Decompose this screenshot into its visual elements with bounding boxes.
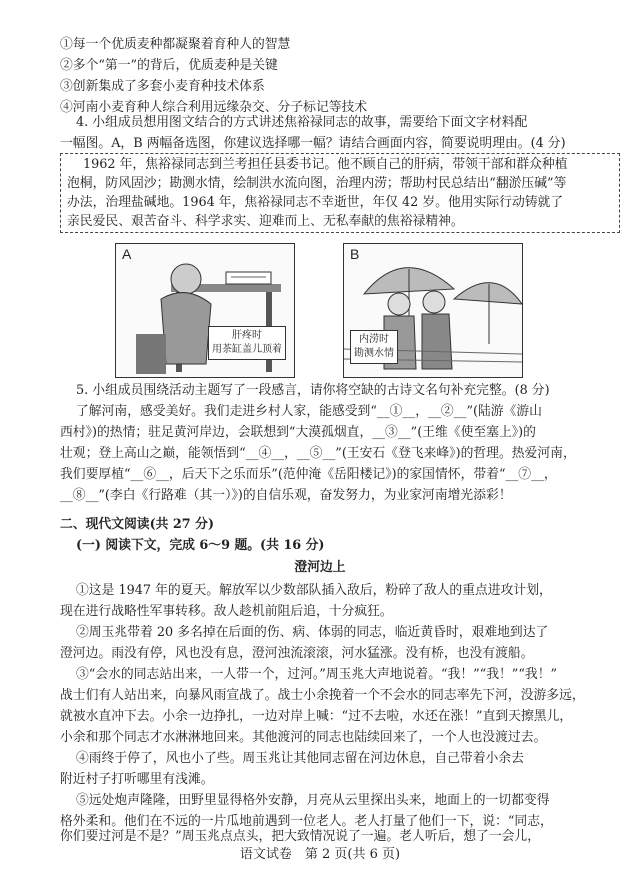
question-4-line1: 4. 小组成员想用图文结合的方式讲述焦裕禄同志的故事，需要给下面文字材料配 [76, 115, 528, 130]
option-3: ③创新集成了多套小麦育种技术体系 [60, 79, 265, 94]
material-line: 亲民爱民、艰苦奋斗、科学求实、迎难而上、无私奉献的焦裕禄精神。 [67, 214, 464, 229]
article-line: ②周玉兆带着 20 多名掉在后面的伤、病、体弱的同志，临近黄昏时，艰难地到达了 [76, 625, 549, 640]
article-title: 澄河边上 [294, 560, 346, 575]
picture-b-label: B [350, 246, 360, 262]
question-5-line: 了解河南，感受美好。我们走进乡村人家，能感受到“__①__，__②__”(陆游《游山 [76, 404, 542, 419]
article-line: 格外柔和。他们在不远的一片瓜地前遇到一位老人。老人打量了他们一下，说：“同志， [60, 814, 553, 829]
article-line: 小余和那个同志才水淋淋地回来。其他渡河的同志也陆续回来了，一个人也没渡过去。 [60, 730, 547, 745]
question-5-line: 我们要厚植“__⑥__，后天下之乐而乐”(范仲淹《岳阳楼记》)的家国情怀，带着“__⑦__， [60, 467, 557, 482]
option-4: ④河南小麦育种人综合利用远缘杂交、分子标记等技术 [60, 100, 368, 115]
picture-b-caption-line1: 内涝时 [359, 334, 389, 345]
article-line: 现在进行战略性军事转移。敌人趁机前阻后追，十分疯狂。 [60, 604, 393, 619]
question-4-line2: 一幅图。A，B 两幅备选图，你建议选择哪一幅？请结合画面内容，简要说明理由。(4 分) [60, 136, 566, 151]
section-2-heading: 二、现代文阅读(共 27 分) [60, 517, 214, 532]
picture-a-caption-line1: 肝疼时 [232, 330, 262, 341]
picture-a [115, 243, 295, 378]
picture-a-label: A [122, 246, 132, 262]
material-line: 泡桐，防风固沙；勘测水情，绘制洪水流向图，治理内涝；帮助村民总结出“翻淤压碱”等 [67, 176, 567, 191]
material-box [60, 153, 620, 233]
article-line: 就被水直冲下去。小余一边挣扎，一边对岸上喊：“过不去啦，水还在涨！”直到天擦黑儿， [60, 709, 573, 724]
question-5-line: 西村》)的热情；驻足黄河岸边，会联想到“大漠孤烟直，__③__”(王维《使至塞上》)的 [60, 425, 536, 440]
page-footer: 语文试卷 第 2 页(共 6 页) [239, 847, 401, 862]
picture-b-caption-line2: 勘测水情 [354, 348, 394, 359]
picture-a-caption-line2: 用茶缸盖儿顶着 [212, 344, 282, 355]
article-line: 战士们有人站出来，向暴风雨宣战了。战士小余挽着一个不会水的同志率先下河，没游多远， [60, 688, 585, 703]
question-5-line: __⑧__”(李白《行路难（其一）》)的自信乐观，奋发努力，为业家河南增光添彩！ [60, 488, 512, 503]
option-2: ②多个“第一”的背后，优质麦种是关键 [60, 58, 278, 73]
question-5-line: 壮观；登上高山之巅，能领悟到“__④__，__⑤__”(王安石《登飞来峰》)的哲理。热爱河南， [60, 446, 576, 461]
question-5-line: 5. 小组成员围绕活动主题写了一段感言，请你将空缺的古诗文名句补充完整。(8 分) [76, 383, 550, 398]
article-line: ③“会水的同志站出来，一人带一个，过河。”周玉兆大声地说着。“我！”“我！”“我！” [76, 667, 558, 682]
picture-a-caption [208, 326, 286, 360]
article-line: 你们要过河是不是？”周玉兆点点头，把大致情况说了一遍。老人听后，想了一会儿， [60, 829, 541, 844]
article-line: ⑤远处炮声隆隆，田野里显得格外安静，月亮从云里探出头来，地面上的一切都变得 [76, 793, 550, 808]
option-1: ①每一个优质麦种都凝聚着育种人的智慧 [60, 37, 291, 52]
article-line: 澄河边。雨没有停，风也没有息，澄河浊流滚滚，河水猛涨。没有桥，也没有渡船。 [60, 646, 534, 661]
article-line: 附近村子打听哪里有浅滩。 [60, 772, 214, 787]
subsection-1-heading: (一) 阅读下文，完成 6～9 题。(共 16 分) [76, 538, 325, 553]
article-line: ④雨终于停了，风也小了些。周玉兆让其他同志留在河边休息，自己带着小余去 [76, 751, 524, 766]
picture-b [343, 243, 523, 378]
material-line: 1962 年，焦裕禄同志到兰考担任县委书记。他不顾自己的肝病，带领干部和群众种植 [83, 157, 568, 172]
picture-b-caption [350, 330, 398, 364]
article-line: ①这是 1947 年的夏天。解放军以少数部队插入敌后，粉碎了敌人的重点进攻计划， [76, 583, 552, 598]
material-line: 办法，治理盐碱地。1964 年，焦裕禄同志不幸逝世，年仅 42 岁。他用实际行动铸就了 [67, 195, 564, 210]
